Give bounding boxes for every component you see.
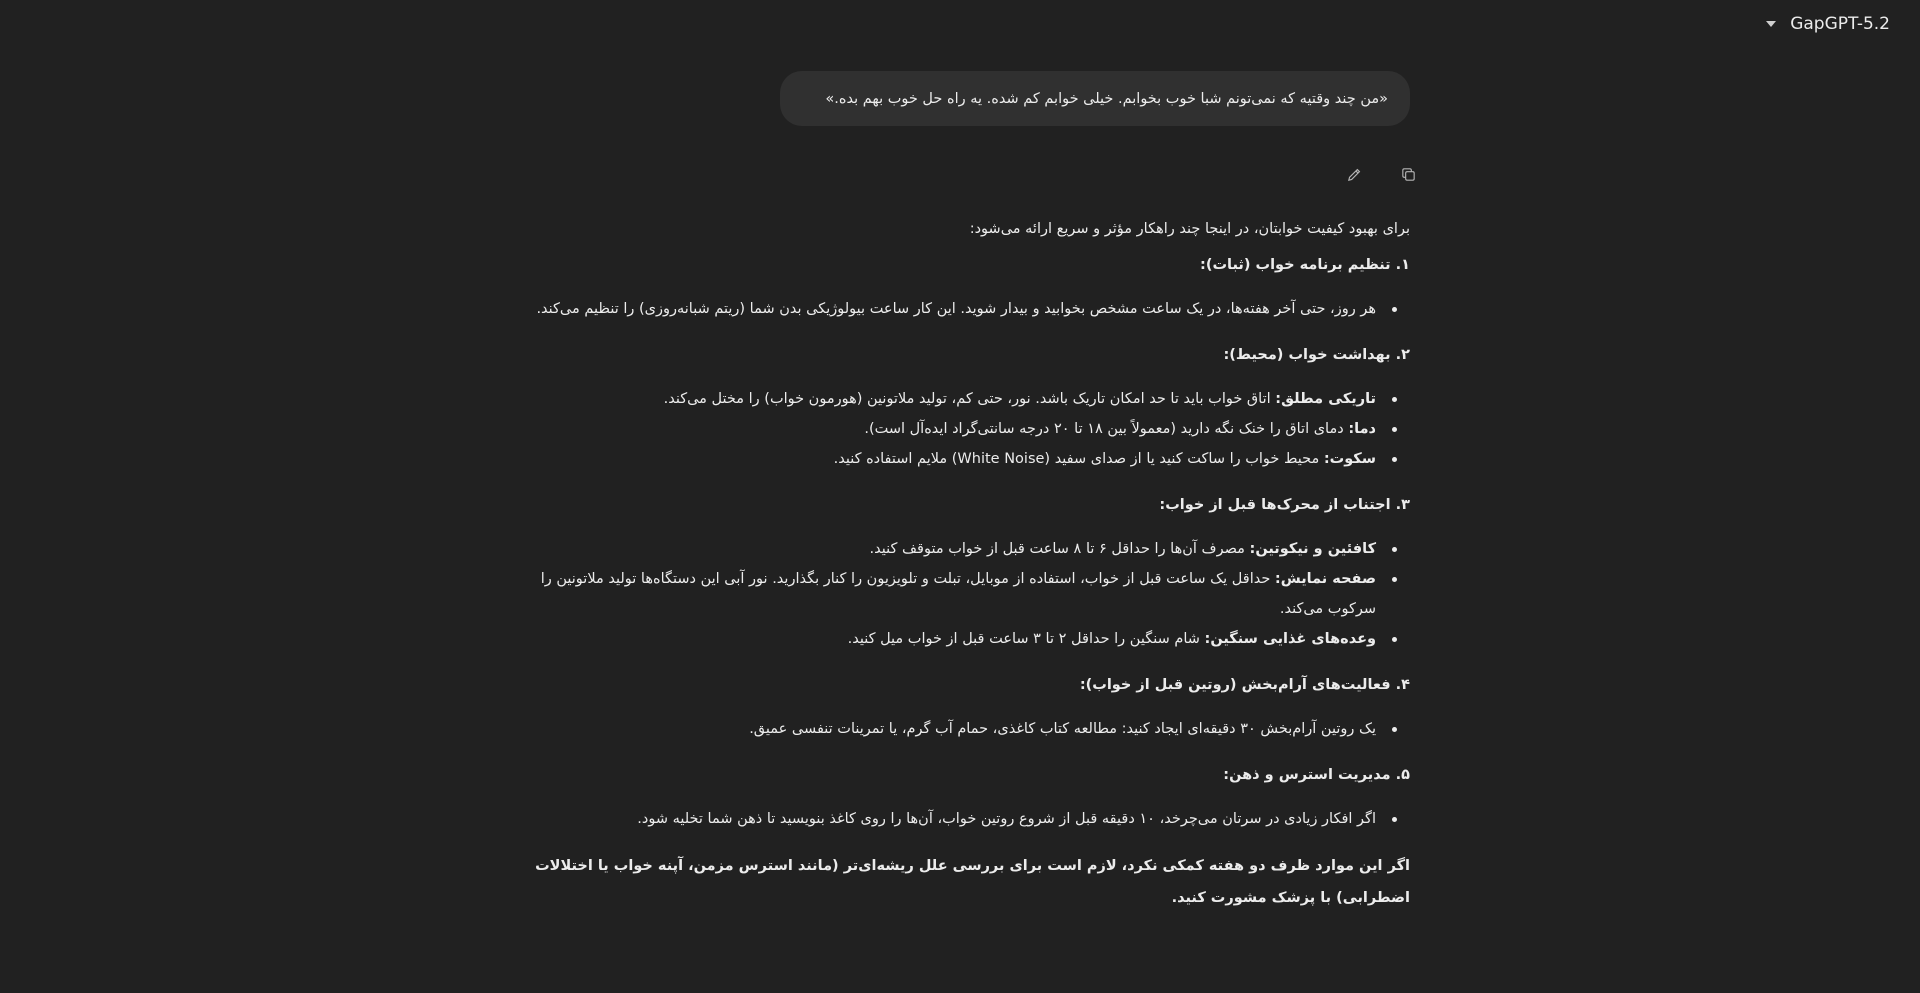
- list-item-text: اتاق خواب باید تا حد امکان تاریک باشد. نور، حتی کم، تولید ملاتونین (هورمون خواب) را مختل می‌کند.: [663, 391, 1276, 407]
- list-item: [530, 624, 1410, 654]
- copy-message-button[interactable]: [1394, 160, 1422, 188]
- list-item-label: کافئین و نیکوتین:: [1249, 541, 1376, 557]
- assistant-response: [530, 214, 1410, 914]
- list-item-label: سکوت:: [1323, 451, 1376, 467]
- list-item-label: دما:: [1348, 421, 1376, 437]
- section-list: [530, 294, 1410, 324]
- copy-icon: [1400, 166, 1417, 183]
- list-item-text: اگر افکار زیادی در سرتان می‌چرخد، ۱۰ دقیقه قبل از شروع روتین خواب، آن‌ها را روی کاغذ بنویسید تا ذهن شما تخلیه شود.: [637, 811, 1376, 827]
- section-heading: ۳. اجتناب از محرک‌ها قبل از خواب:: [1159, 497, 1410, 513]
- model-name: GapGPT-5.2: [1790, 14, 1890, 34]
- list-item-text: یک روتین آرام‌بخش ۳۰ دقیقه‌ای ایجاد کنید: مطالعه کتاب کاغذی، حمام آب گرم، یا تمرینات تنفسی عمیق.: [749, 721, 1376, 737]
- list-item: [530, 714, 1410, 744]
- list-item-label: صفحه نمایش:: [1274, 571, 1376, 587]
- list-item-text: دمای اتاق را خنک نگه دارید (معمولاً بین ۱۸ تا ۲۰ درجه سانتی‌گراد ایده‌آل است).: [864, 421, 1349, 437]
- user-message-actions: [1340, 160, 1422, 188]
- list-item-label: وعده‌های غذایی سنگین:: [1204, 631, 1376, 647]
- section-list: [530, 534, 1410, 654]
- model-selector[interactable]: [1758, 10, 1898, 38]
- section-list: [530, 714, 1410, 744]
- list-item: [530, 534, 1410, 564]
- pencil-icon: [1346, 166, 1363, 183]
- section-heading: ۵. مدیریت استرس و ذهن:: [1223, 767, 1410, 783]
- list-item-label: تاریکی مطلق:: [1275, 391, 1376, 407]
- chevron-down-icon: [1766, 21, 1776, 27]
- list-item: [530, 384, 1410, 414]
- list-item: [530, 804, 1410, 834]
- list-item-text: مصرف آن‌ها را حداقل ۶ تا ۸ ساعت قبل از خواب متوقف کنید.: [869, 541, 1250, 557]
- list-item: [530, 294, 1410, 324]
- edit-message-button[interactable]: [1340, 160, 1368, 188]
- response-intro: برای بهبود کیفیت خوابتان، در اینجا چند راهکار مؤثر و سریع ارائه می‌شود:: [969, 221, 1410, 237]
- user-message-text: «من چند وقتیه که نمی‌تونم شبا خوب بخوابم. خیلی خوابم کم شده. یه راه حل خوب بهم بده.»: [825, 91, 1388, 107]
- section-list: [530, 804, 1410, 834]
- list-item: [530, 564, 1410, 624]
- response-sections: [530, 250, 1410, 834]
- list-item: [530, 444, 1410, 474]
- list-item-text: حداقل یک ساعت قبل از خواب، استفاده از موبایل، تبلت و تلویزیون را کنار بگذارید. نور آبی این دستگاه‌ها تولید ملاتونین را سرکوب می‌کند.: [540, 571, 1376, 617]
- list-item-text: محیط خواب را ساکت کنید یا از صدای سفید (White Noise) ملایم استفاده کنید.: [833, 451, 1324, 467]
- section-heading: ۴. فعالیت‌های آرام‌بخش (روتین قبل از خواب):: [1079, 677, 1410, 693]
- list-item-text: شام سنگین را حداقل ۲ تا ۳ ساعت قبل از خواب میل کنید.: [847, 631, 1205, 647]
- response-conclusion: اگر این موارد ظرف دو هفته کمکی نکرد، لازم است برای بررسی علل ریشه‌ای‌تر (مانند استرس مزمن، آپنه خواب یا اختلالات اضطرابی) با پزشک مشورت کنید.: [535, 858, 1410, 906]
- section-list: [530, 384, 1410, 474]
- list-item-text: هر روز، حتی آخر هفته‌ها، در یک ساعت مشخص بخوابید و بیدار شوید. این کار ساعت بیولوژیکی بدن شما (ریتم شبانه‌روزی) را تنظیم می‌کند.: [536, 301, 1376, 317]
- section-heading: ۲. بهداشت خواب (محیط):: [1223, 347, 1410, 363]
- list-item: [530, 414, 1410, 444]
- user-message-bubble: [780, 71, 1410, 126]
- section-heading: ۱. تنظیم برنامه خواب (ثبات):: [1200, 257, 1410, 273]
